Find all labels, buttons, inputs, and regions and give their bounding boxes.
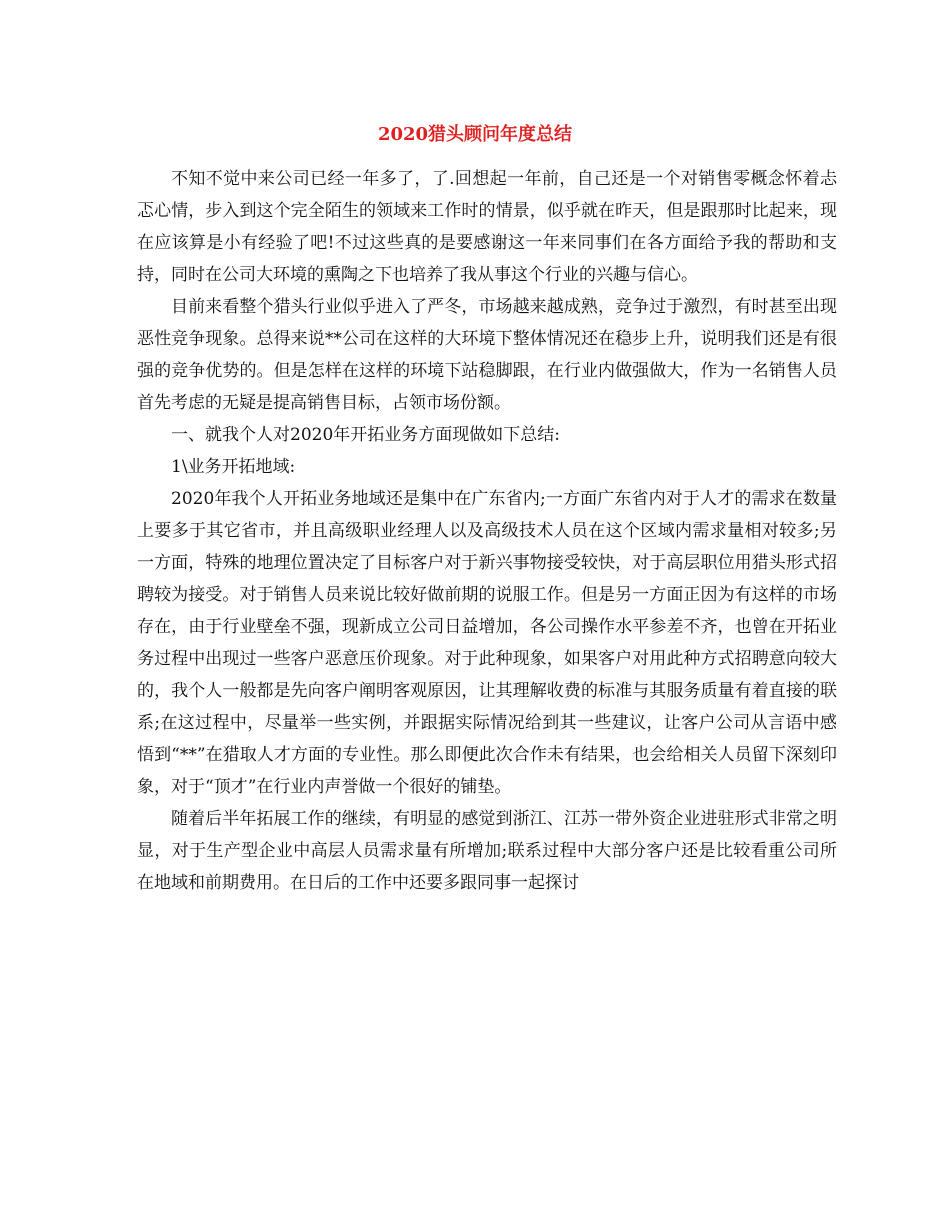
subsection-heading-region: 1\业务开拓地域: xyxy=(171,457,296,477)
paragraph-industry-outlook: 目前来看整个猎头行业似乎进入了严冬，市场越来越成熟，竞争过于激烈，有时甚至出现恶性竞争现象。总得来说**公司在这样的大环境下整体情况还在稳步上升，说明我们还是有很强的竞争优势的。但是怎样在这样的环境下站稳脚跟，在行业内做强做大，作为一名销售人员首先考虑的无疑是提高销售目标，占领市场份额。 xyxy=(137,297,837,413)
document-body xyxy=(137,163,837,899)
paragraph-region-details: 2020年我个人开拓业务地域还是集中在广东省内;一方面广东省内对于人才的需求在数量上要多于其它省市，并且高级职业经理人以及高级技术人员在这个区域内需求量相对较多;另一方面，特殊的地理位置决定了目标客户对于新兴事物接受较快，对于高层职位用猎头形式招聘较为接受。对于销售人员来说比较好做前期的说服工作。但是另一方面正因为有这样的市场存在，由于行业壁垒不强，现新成立公司日益增加，各公司操作水平参差不齐，也曾在开拓业务过程中出现过一些客户恶意压价现象。对于此种现象，如果客户对用此种方式招聘意向较大的，我个人一般都是先向客户阐明客观原因，让其理解收费的标准与其服务质量有着直接的联系;在这过程中，尽量举一些实例，并跟据实际情况给到其一些建议，让客户公司从言语中感悟到“**”在猎取人才方面的专业性。那么即便此次合作未有结果，也会给相关人员留下深刻印象，对于“顶才”在行业内声誉做一个很好的铺垫。 xyxy=(137,489,837,797)
section-heading-summary: 一、就我个人对2020年开拓业务方面现做如下总结: xyxy=(171,425,560,445)
paragraph-intro: 不知不觉中来公司已经一年多了，了.回想起一年前，自己还是一个对销售零概念怀着忐忑心情，步入到这个完全陌生的领域来工作时的情景，似乎就在昨天，但是跟那时比起来，现在应该算是小有经验了吧!不过这些真的是要感谢这一年来同事们在各方面给予我的帮助和支持，同时在公司大环境的熏陶之下也培养了我从事这个行业的兴趣与信心。 xyxy=(137,169,837,285)
document-title: 2020猎头顾问年度总结 xyxy=(377,124,573,145)
paragraph-second-half: 随着后半年拓展工作的继续，有明显的感觉到浙江、江苏一带外资企业进驻形式非常之明显，对于生产型企业中高层人员需求量有所增加;联系过程中大部分客户还是比较看重公司所在地域和前期费用。在日后的工作中还要多跟同事一起探讨 xyxy=(137,809,837,893)
